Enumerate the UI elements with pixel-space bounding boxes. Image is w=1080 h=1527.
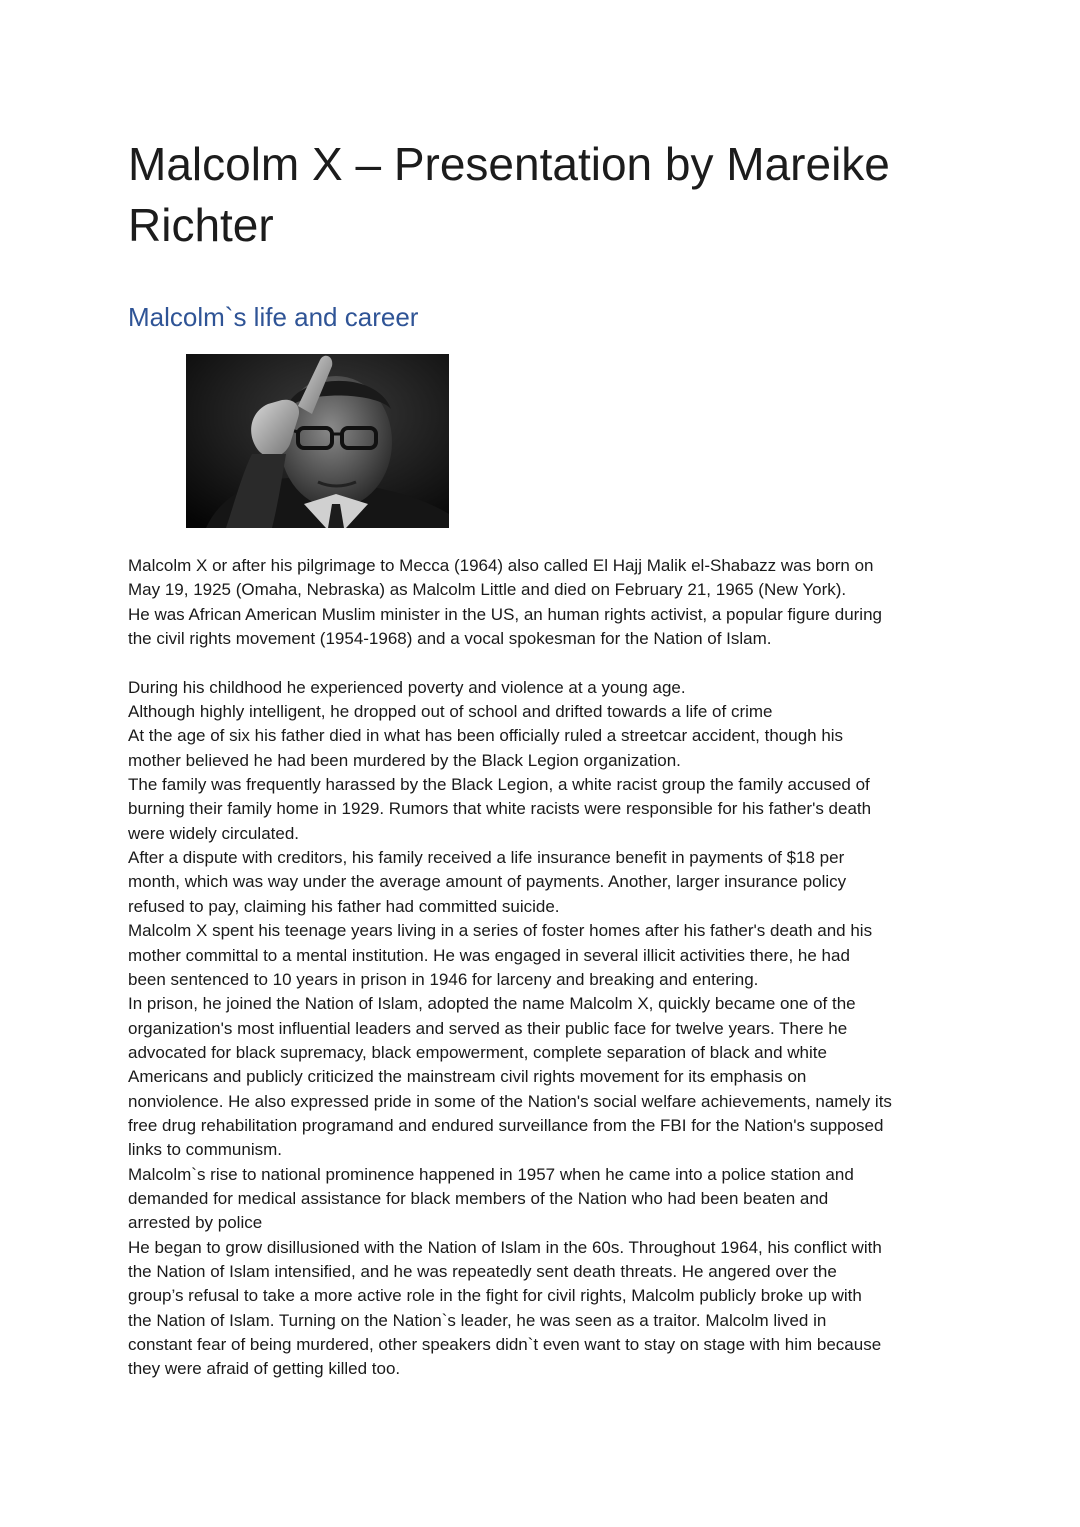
text-line: At the age of six his father died in what has been officially ruled a streetcar accident, though his (128, 726, 844, 746)
text-line: been sentenced to 10 years in prison in 1946 for larceny and breaking and entering. (128, 969, 759, 989)
text-line: month, which was way under the average amount of payments. Another, larger insurance policy (128, 872, 847, 892)
text-line: they were afraid of getting killed too. (128, 1359, 401, 1379)
text-line: The family was frequently harassed by the Black Legion, a white racist group the family accused of (128, 775, 870, 795)
text-line: During his childhood he experienced poverty and violence at a young age. (128, 677, 686, 697)
text-line: He was African American Muslim minister in the US, an human rights activist, a popular figure during (128, 604, 882, 624)
text-line: advocated for black supremacy, black empowerment, complete separation of black and white (128, 1042, 827, 1062)
text-line: May 19, 1925 (Omaha, Nebraska) as Malcolm Little and died on February 21, 1965 (New York). (128, 580, 847, 600)
text-line: organization's most influential leaders and served as their public face for twelve years. There he (128, 1018, 848, 1038)
text-line: Malcolm`s rise to national prominence happened in 1957 when he came into a police station and (128, 1164, 854, 1184)
text-line: burning their family home in 1929. Rumors that white racists were responsible for his father's death (128, 799, 872, 819)
text-line: group’s refusal to take a more active role in the fight for civil rights, Malcolm publicly broke up with (128, 1286, 862, 1306)
text-line: refused to pay, claiming his father had committed suicide. (128, 896, 560, 916)
text-line: mother believed he had been murdered by the Black Legion organization. (128, 750, 681, 770)
text-line: demanded for medical assistance for black members of the Nation who had been beaten and (128, 1188, 829, 1208)
text-line: nonviolence. He also expressed pride in some of the Nation's social welfare achievements, namely its (128, 1091, 892, 1111)
text-line: He began to grow disillusioned with the Nation of Islam in the 60s. Throughout 1964, his conflict with (128, 1237, 882, 1257)
document-title: Malcolm X – Presentation by Mareike Richter (128, 138, 890, 251)
body-text (128, 554, 958, 1382)
text-line: After a dispute with creditors, his family received a life insurance benefit in payments of $18 per (128, 848, 845, 868)
text-line: links to communism. (128, 1140, 282, 1160)
text-line: were widely circulated. (128, 823, 300, 843)
text-line: Americans and publicly criticized the mainstream civil rights movement for its emphasis on (128, 1067, 807, 1087)
text-line: the civil rights movement (1954-1968) and a vocal spokesman for the Nation of Islam. (128, 629, 772, 649)
paragraph-intro (128, 554, 958, 651)
text-line: mother committal to a mental institution. He was engaged in several illicit activities there, he had (128, 945, 850, 965)
text-line: Malcolm X spent his teenage years living in a series of foster homes after his father's death and his (128, 921, 873, 941)
text-line: Malcolm X or after his pilgrimage to Mecca (1964) also called El Hajj Malik el-Shabazz was born on (128, 556, 874, 575)
text-line: Although highly intelligent, he dropped out of school and drifted towards a life of crime (128, 702, 773, 722)
text-line: the Nation of Islam. Turning on the Nation`s leader, he was seen as a traitor. Malcolm lived in (128, 1310, 827, 1330)
text-line: In prison, he joined the Nation of Islam, adopted the name Malcolm X, quickly became one of the (128, 994, 856, 1014)
paragraph-spacer (128, 651, 958, 675)
text-line: constant fear of being murdered, other speakers didn`t even want to stay on stage with him because (128, 1335, 882, 1354)
text-line: the Nation of Islam intensified, and he was repeatedly sent death threats. He angered over the (128, 1261, 837, 1281)
text-line: free drug rehabilitation programand and endured surveillance from the FBI for the Nation's supposed (128, 1115, 884, 1135)
portrait-photo (186, 354, 449, 528)
portrait-photo-illustration (186, 354, 449, 528)
text-line: arrested by police (128, 1213, 263, 1233)
section-heading: Malcolm`s life and career (128, 302, 419, 332)
paragraph-life (128, 676, 958, 1382)
